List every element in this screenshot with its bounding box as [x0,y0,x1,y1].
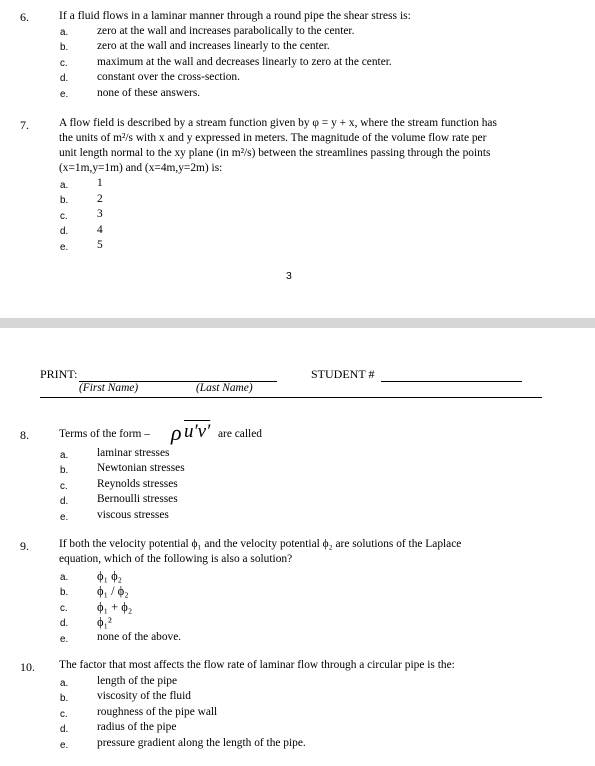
choice-letter: b. [60,195,69,206]
choice-text: viscosity of the fluid [97,690,191,702]
choice-text: none of the above. [97,631,182,643]
question-text-line: (x=1m,y=1m) and (x=4m,y=2m) is: [59,162,223,174]
question-number: 10. [20,660,35,674]
question-number: 6. [20,10,29,24]
choice-text: maximum at the wall and decreases linearly to zero at the center. [97,56,392,68]
question-text-line: If both the velocity potential ϕ₁ and the velocity potential ϕ₂ are solutions of the Laplace [59,538,462,550]
choice-letter: c. [60,481,68,492]
choice-text: ϕ₁² [97,615,112,629]
choice-letter: a. [60,27,69,38]
choice-letter: d. [60,618,69,629]
choice-text: zero at the wall and increases parabolically to the center. [97,25,355,37]
choice-text: viscous stresses [97,509,169,521]
choice-letter: b. [60,587,69,598]
choice-letter: a. [60,450,69,461]
print-label: PRINT: [40,367,78,381]
student-number-label: STUDENT # [311,367,375,381]
choice-text: 3 [97,208,103,220]
choice-text: Newtonian stresses [97,462,185,474]
question-text: Terms of the form – [59,428,150,440]
choice-letter: e. [60,740,69,751]
question-text: If a fluid flows in a laminar manner through a round pipe the shear stress is: [59,9,411,22]
student-number-line[interactable] [381,381,522,382]
choice-text: none of these answers. [97,87,201,99]
choice-text: 4 [97,224,103,236]
choice-letter: a. [60,180,69,191]
choice-letter: a. [60,678,69,689]
question-number: 8. [20,428,29,442]
header-rule [40,397,542,398]
question-text: The factor that most affects the flow rate of laminar flow through a circular pipe is the: [59,659,455,671]
choice-letter: c. [60,58,68,69]
choice-text: ϕ₁ ϕ₂ [97,569,122,583]
formula-uv: u′v′ [184,421,211,442]
question-text-line: A flow field is described by a stream function given by φ = y + x, where the stream function has [59,117,497,129]
choice-letter: d. [60,724,69,735]
choice-text: ϕ₁ / ϕ₂ [97,584,129,598]
first-name-caption: (First Name) [79,382,139,394]
question-number: 9. [20,539,29,553]
question-text-line: the units of m²/s with x and y expressed in meters. The magnitude of the volume flow rate per [59,132,487,144]
choice-text: ϕ₁ + ϕ₂ [97,600,133,614]
question-text-end: are called [218,428,262,440]
choice-text: laminar stresses [97,447,170,459]
choice-letter: d. [60,226,69,237]
choice-letter: b. [60,42,69,53]
choice-letter: e. [60,512,69,523]
choice-text: constant over the cross-section. [97,71,240,83]
choice-text: length of the pipe [97,675,178,687]
choice-letter: a. [60,572,69,583]
choice-letter: c. [60,709,68,720]
choice-letter: e. [60,89,69,100]
choice-letter: c. [60,211,68,222]
choice-text: zero at the wall and increases linearly to the center. [97,40,330,52]
choice-letter: e. [60,242,69,253]
last-name-caption: (Last Name) [196,382,253,394]
choice-text: Bernoulli stresses [97,493,178,505]
choice-letter: b. [60,465,69,476]
choice-letter: e. [60,634,69,645]
choice-text: Reynolds stresses [97,478,178,490]
choice-text: radius of the pipe [97,721,177,733]
page-number: 3 [286,270,292,282]
choice-letter: c. [60,603,68,614]
question-text-line: equation, which of the following is also a solution? [59,553,293,565]
choice-text: pressure gradient along the length of the pipe. [97,737,306,749]
choice-letter: b. [60,693,69,704]
choice-letter: d. [60,496,69,507]
choice-letter: d. [60,73,69,84]
choice-text: 2 [97,193,103,205]
page-separator [0,318,595,328]
question-number: 7. [20,118,29,132]
choice-text: 5 [97,239,103,251]
rho-symbol: ρ [171,420,182,445]
choice-text: roughness of the pipe wall [97,706,218,718]
choice-text: 1 [97,177,103,189]
question-text-line: unit length normal to the xy plane (in m²/s) between the streamlines passing through the points [59,147,491,159]
